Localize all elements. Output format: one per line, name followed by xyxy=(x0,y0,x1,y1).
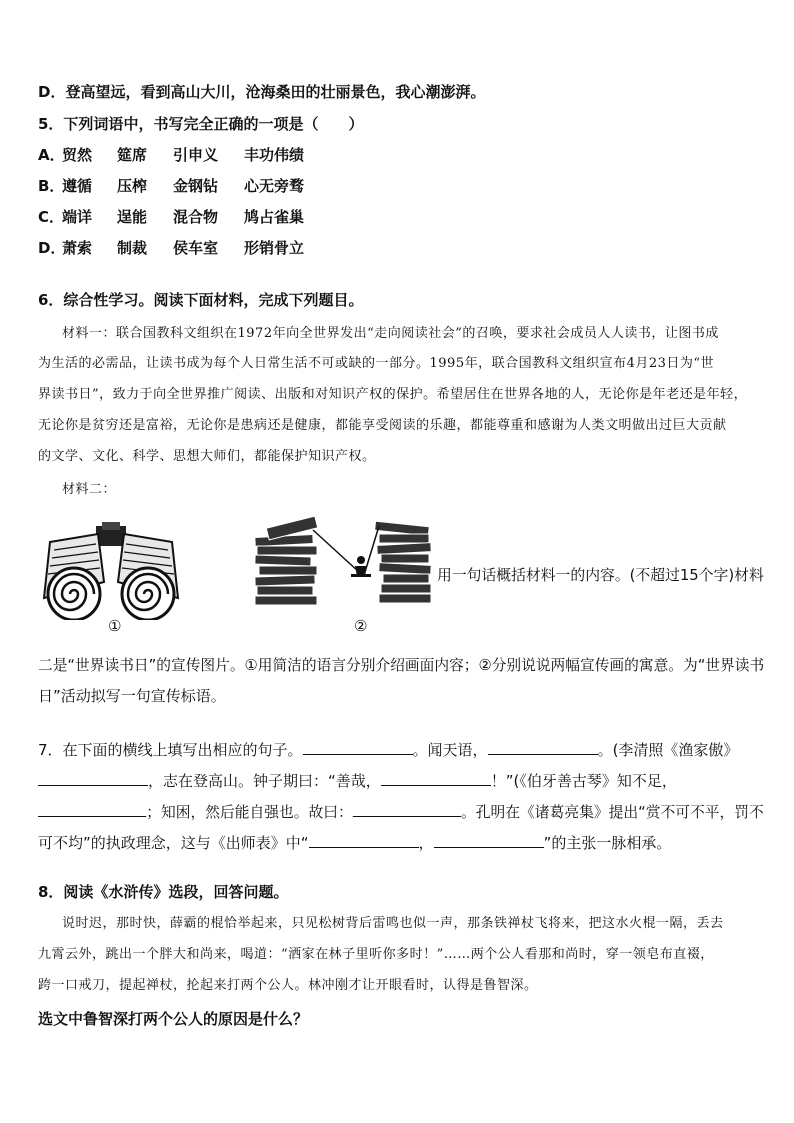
option-word: 丰功伟绩 xyxy=(244,146,305,164)
q6-task-beside: 用一句话概括材料一的内容。(不超过15个字)材料 xyxy=(437,566,764,584)
q7-text: ！”(《伯牙善古琴》知不足， xyxy=(490,772,677,790)
option-word: 萧索 xyxy=(62,239,93,257)
fill-blank[interactable] xyxy=(309,831,419,848)
fill-blank[interactable] xyxy=(38,800,146,817)
q8-stem: 8．阅读《水浒传》选段，回答问题。 xyxy=(38,883,289,901)
material1-line: 无论你是贫穷还是富裕，无论你是患病还是健康，都能享受阅读的乐趣，都能尊重和感谢为人类文明做出过巨大贡献 xyxy=(38,418,727,433)
q7-text: 。闻天语， xyxy=(412,741,488,759)
fill-blank[interactable] xyxy=(434,831,544,848)
q7-text: 7．在下面的横线上填写出相应的句子。 xyxy=(38,741,303,759)
q7-text: ；知困，然后能自强也。故曰： xyxy=(146,803,353,821)
fill-blank[interactable] xyxy=(381,769,491,786)
option-word: 金钢钻 xyxy=(173,177,219,195)
option-word: 逞能 xyxy=(117,208,148,226)
q7-text: 。孔明在《诸葛亮集》提出“赏不可不平，罚不 xyxy=(461,803,764,821)
q8-passage-line: 说时迟，那时快，薛霸的棍恰举起来，只见松树背后雷鸣也似一声，那条铁禅杖飞将来，把这水火棍一隔，丢去 xyxy=(62,916,724,931)
picture-1-number: ① xyxy=(108,617,122,635)
option-label: D． xyxy=(38,239,66,257)
option-word: 混合物 xyxy=(173,208,219,226)
option-label: B． xyxy=(38,177,65,195)
option-word: 心无旁骛 xyxy=(244,177,305,195)
q6-stem: 6．综合性学习。阅读下面材料，完成下列题目。 xyxy=(38,291,364,309)
material1-line: 材料一：联合国教科文组织在1972年向全世界发出“走向阅读社会”的召唤，要求社会成员人人读书，让图书成 xyxy=(62,326,719,341)
option-word: 压榨 xyxy=(117,177,148,195)
q8-passage-line: 跨一口戒刀，提起禅杖，抡起来打两个公人。林冲刚才让开眼看时，认得是鲁智深。 xyxy=(38,978,538,993)
q7-line-1 xyxy=(38,738,738,760)
q5-stem: 5．下列词语中，书写完全正确的一项是（ ） xyxy=(38,115,364,133)
book-stacks-swing-image xyxy=(255,516,431,606)
option-word: 遵循 xyxy=(62,177,93,195)
option-word: 侯车室 xyxy=(173,239,219,257)
option-label: C． xyxy=(38,208,65,226)
fill-blank[interactable] xyxy=(488,738,598,755)
option-word: 鸠占雀巢 xyxy=(244,208,305,226)
material1-line: 为生活的必需品，让读书成为每个人日常生活不可或缺的一部分。1995年，联合国教科文组织宣布4月23日为“世 xyxy=(38,356,715,371)
q6-task-line: 日”活动拟写一句宣传标语。 xyxy=(38,687,226,705)
fill-blank[interactable] xyxy=(38,769,148,786)
option-word: 筵席 xyxy=(117,146,148,164)
option-label: A． xyxy=(38,146,65,164)
q7-text: ，志在登高山。钟子期曰：“善哉， xyxy=(148,772,381,790)
q7-text: 可不均”的执政理念，这与《出师表》中“ xyxy=(38,834,309,852)
q8-passage-line: 九霄云外，跳出一个胖大和尚来，喝道：“洒家在林子里听你多时！”……两个公人看那和尚时，穿一领皂布直裰， xyxy=(38,947,714,962)
material1-line: 界读书日”，致力于向全世界推广阅读、出版和对知识产权的保护。希望居住在世界各地的人，无论你是年老还是年轻， xyxy=(38,387,748,402)
option-word: 形销骨立 xyxy=(244,239,305,257)
option-word: 引申义 xyxy=(173,146,219,164)
option-word: 贸然 xyxy=(62,146,93,164)
q7-text: ”的主张一脉相承。 xyxy=(543,834,672,852)
q7-line-3 xyxy=(38,800,764,822)
q7-text: 。(李清照《渔家傲》 xyxy=(597,741,739,759)
option-word: 制裁 xyxy=(117,239,148,257)
material2-label: 材料二： xyxy=(62,482,117,497)
picture-2-number: ② xyxy=(354,617,368,635)
binoculars-books-image xyxy=(36,520,186,620)
q4-option-d: D．登高望远，看到高山大川，沧海桑田的壮丽景色，我心潮澎湃。 xyxy=(38,83,486,101)
q6-task-line: 二是“世界读书日”的宣传图片。①用简洁的语言分别介绍画面内容；②分别说说两幅宣传画的寓意。为“世界读书 xyxy=(38,656,765,674)
q7-line-4 xyxy=(38,831,671,853)
fill-blank[interactable] xyxy=(353,800,461,817)
option-word: 端详 xyxy=(62,208,93,226)
q8-question: 选文中鲁智深打两个公人的原因是什么？ xyxy=(38,1010,309,1028)
material1-line: 的文学、文化、科学、思想大师们，都能保护知识产权。 xyxy=(38,449,376,464)
q7-line-2 xyxy=(38,769,677,791)
fill-blank[interactable] xyxy=(303,738,413,755)
q7-text: ， xyxy=(418,834,434,852)
